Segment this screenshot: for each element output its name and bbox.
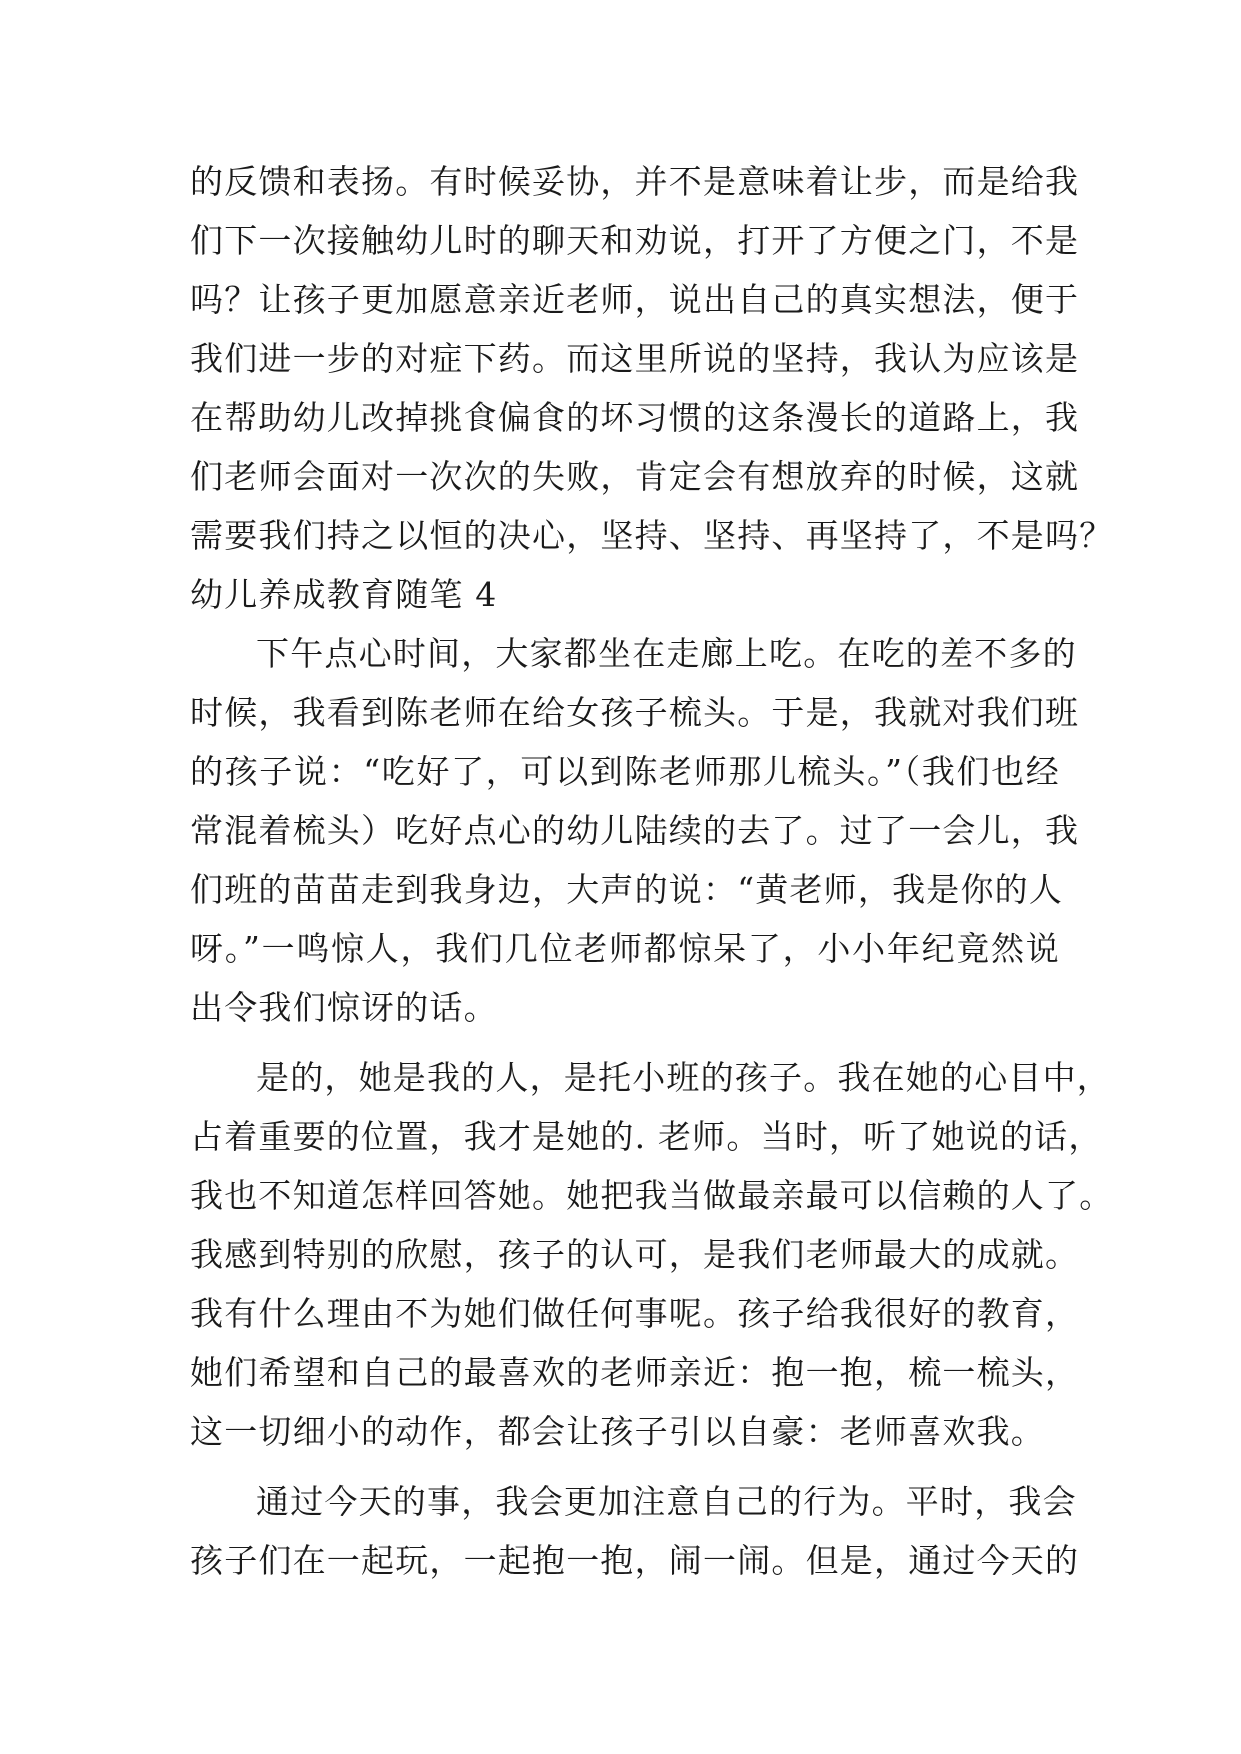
text-line: 呀。”一鸣惊人，我们几位老师都惊呆了，小小年纪竟然说 [190, 929, 1060, 968]
text-line: 时候，我看到陈老师在给女孩子梳头。于是，我就对我们班 [190, 693, 1080, 732]
text-line: 我有什么理由不为她们做任何事呢。孩子给我很好的教育， [190, 1294, 1080, 1333]
paragraph-gap [190, 1461, 1060, 1472]
text-line: 的孩子说：“吃好了，可以到陈老师那儿梳头。”（我们也经 [190, 752, 1060, 791]
text-line: 需要我们持之以恒的决心，坚持、坚持、再坚持了，不是吗？ [190, 516, 1114, 555]
section-heading: 幼儿养成教育随笔 4 [190, 575, 498, 614]
text-line: 是的，她是我的人，是托小班的孩子。我在她的心目中， [256, 1058, 1111, 1097]
text-line: 们班的苗苗走到我身边，大声的说：“黄老师，我是你的人 [190, 870, 1064, 909]
text-line: 占着重要的位置，我才是她的. 老师。当时，听了她说的话， [190, 1117, 1103, 1156]
text-line: 下午点心时间，大家都坐在走廊上吃。在吃的差不多的 [256, 634, 1077, 673]
text-line: 我也不知道怎样回答她。她把我当做最亲最可以信赖的人了。 [190, 1176, 1114, 1215]
text-line: 们老师会面对一次次的失败，肯定会有想放弃的时候，这就 [190, 457, 1080, 496]
text-line: 这一切细小的动作，都会让孩子引以自豪：老师喜欢我。 [190, 1412, 1045, 1451]
text-line: 的反馈和表扬。有时候妥协，并不是意味着让步，而是给我 [190, 162, 1080, 201]
text-line: 常混着梳头）吃好点心的幼儿陆续的去了。过了一会儿，我 [190, 811, 1080, 850]
text-line: 吗？让孩子更加愿意亲近老师，说出自己的真实想法，便于 [190, 280, 1080, 319]
text-line: 出令我们惊讶的话。 [190, 988, 498, 1027]
text-line: 们下一次接触幼儿时的聊天和劝说，打开了方便之门，不是 [190, 221, 1080, 260]
text-line: 通过今天的事，我会更加注意自己的行为。平时，我会 [256, 1482, 1077, 1521]
text-line: 我感到特别的欣慰，孩子的认可，是我们老师最大的成就。 [190, 1235, 1080, 1274]
text-line: 她们希望和自己的最喜欢的老师亲近：抱一抱，梳一梳头， [190, 1353, 1080, 1392]
text-line: 孩子们在一起玩，一起抱一抱，闹一闹。但是，通过今天的 [190, 1541, 1080, 1580]
body-text [190, 152, 1114, 1590]
text-line: 我们进一步的对症下药。而这里所说的坚持，我认为应该是 [190, 339, 1080, 378]
paragraph-gap [190, 1037, 1060, 1048]
text-line: 在帮助幼儿改掉挑食偏食的坏习惯的这条漫长的道路上，我 [190, 398, 1080, 437]
